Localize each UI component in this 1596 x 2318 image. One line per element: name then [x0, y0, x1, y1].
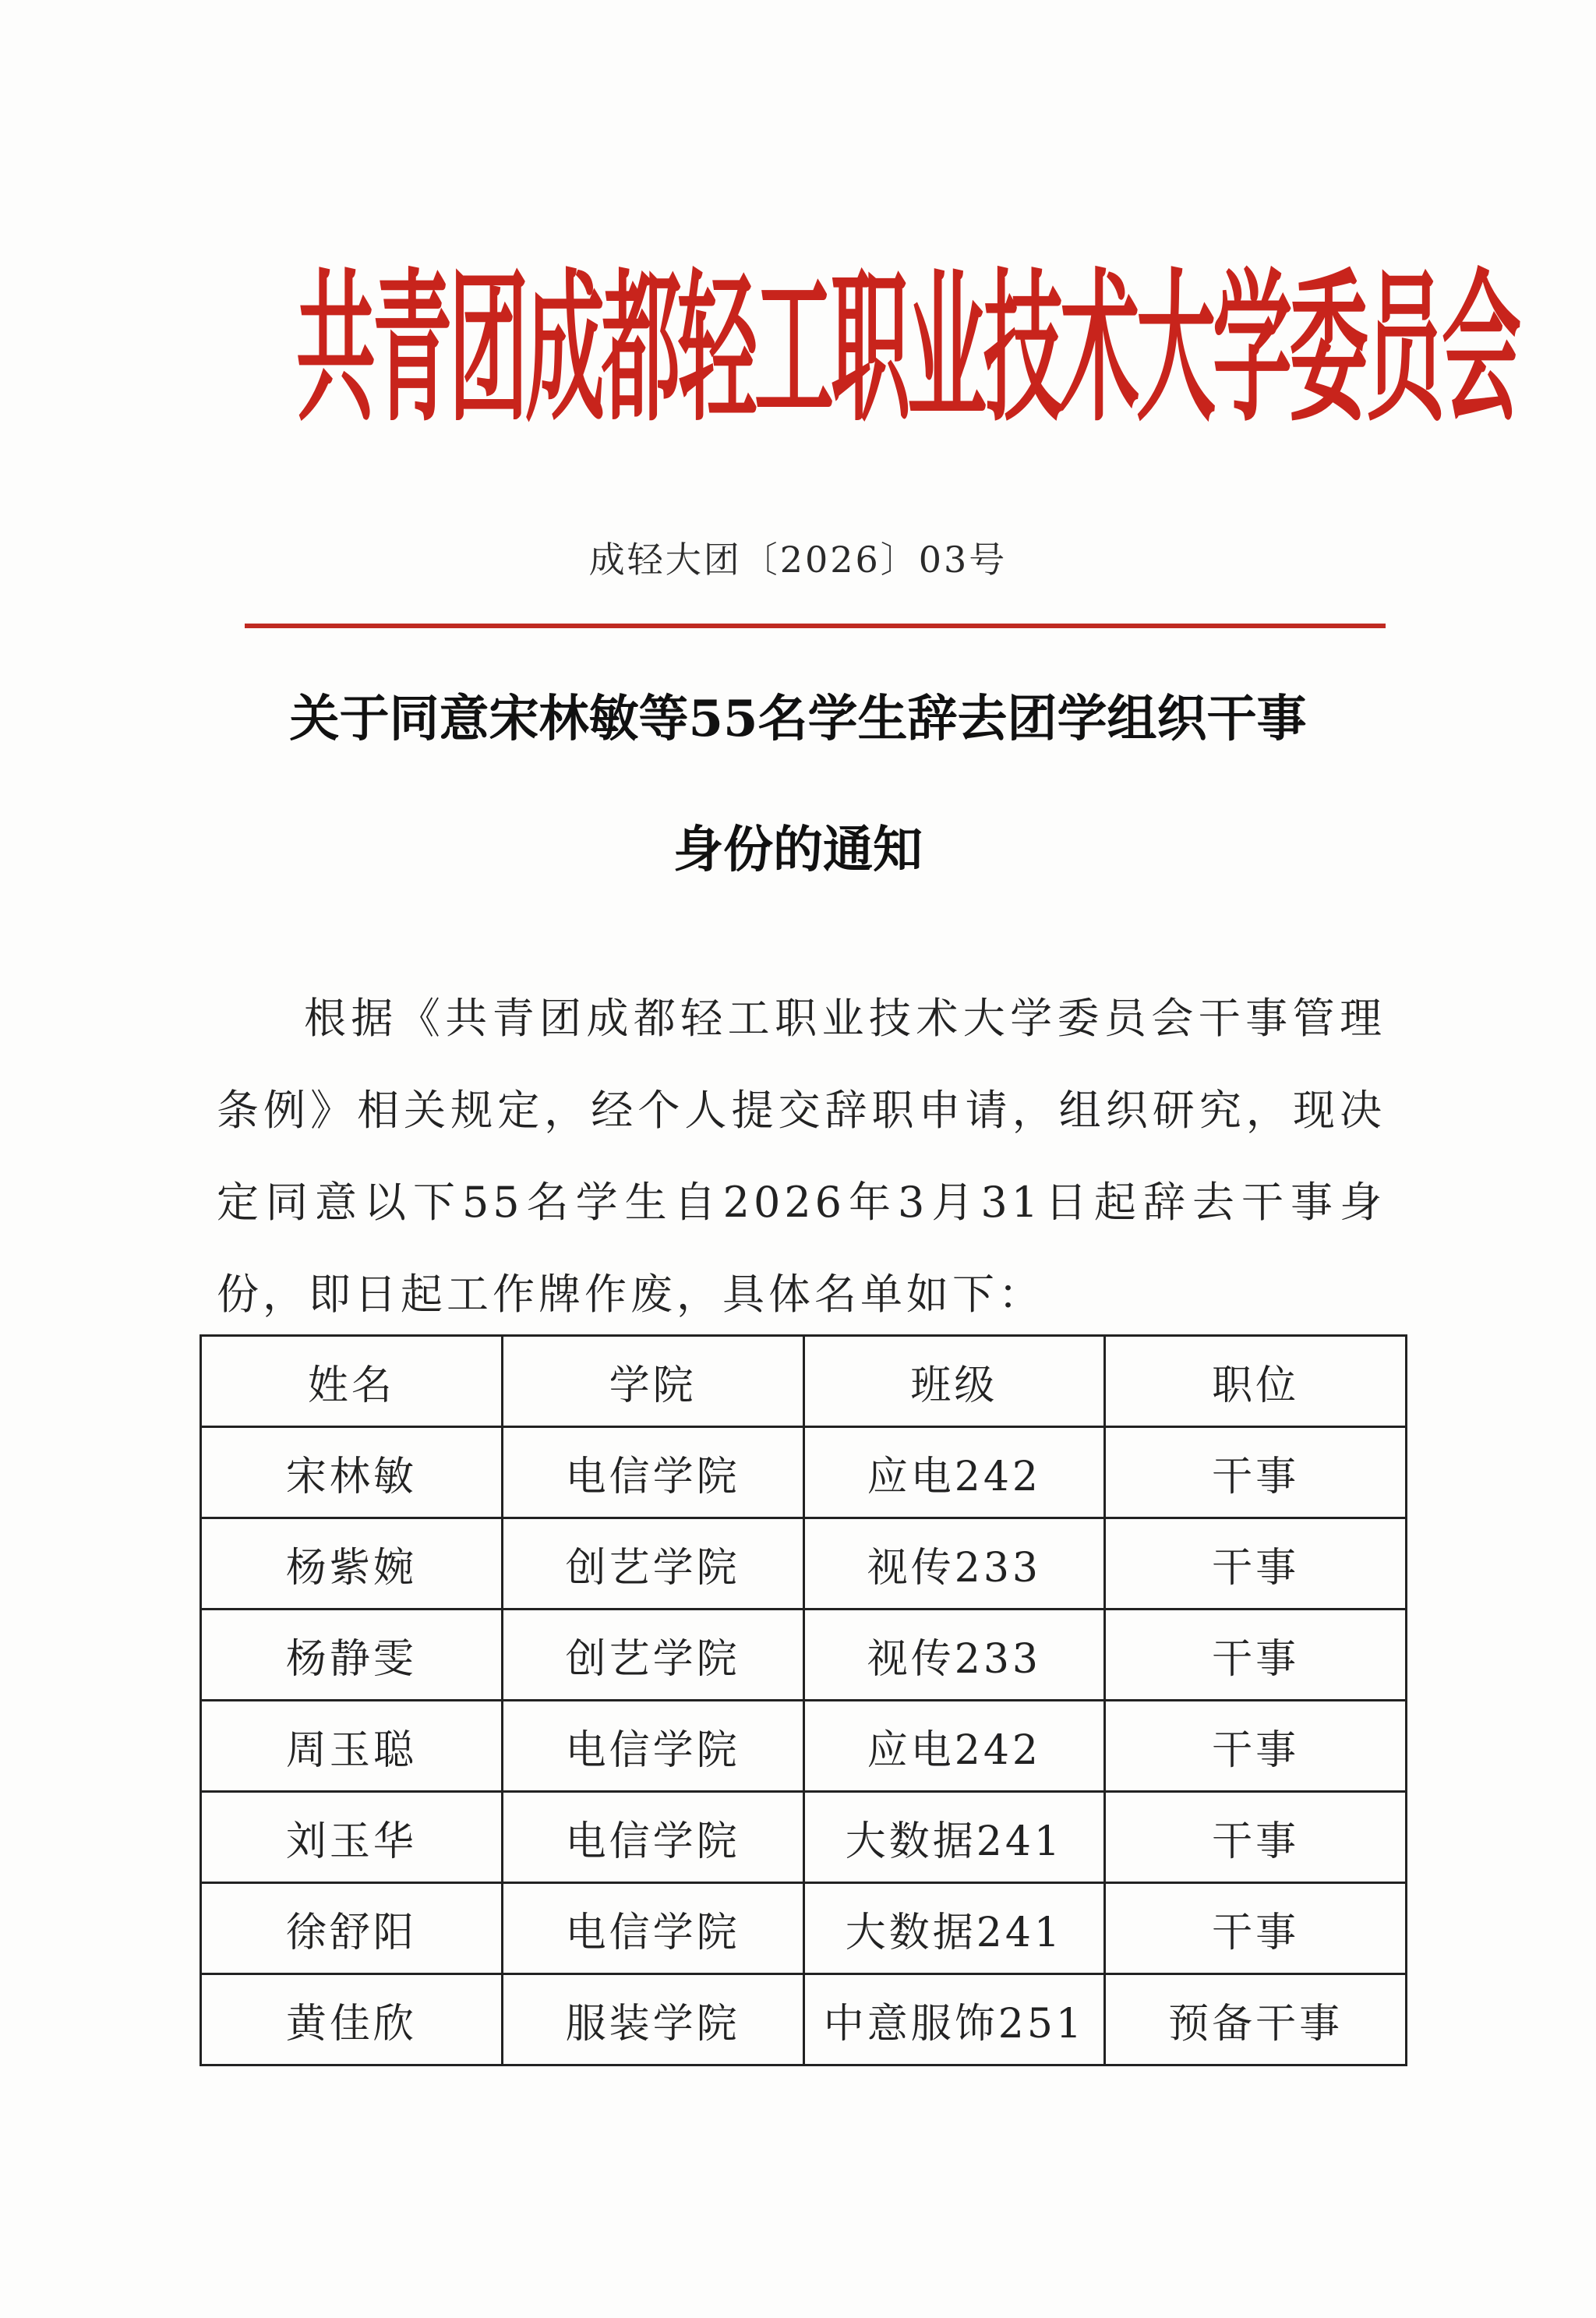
cell-class: 大数据241 [803, 1883, 1105, 1974]
table-row [201, 1883, 1407, 1974]
cell-college: 电信学院 [502, 1792, 803, 1883]
header-class: 班级 [803, 1336, 1105, 1427]
cell-position: 预备干事 [1105, 1974, 1407, 2065]
cell-class: 应电242 [803, 1427, 1105, 1518]
document-number: 成轻大团〔2026〕03号 [588, 539, 1008, 581]
cell-college: 创艺学院 [502, 1610, 803, 1701]
cell-name: 周玉聪 [201, 1701, 503, 1792]
cell-name: 杨静雯 [201, 1610, 503, 1701]
notice-title-line-2: 身份的通知 [673, 821, 923, 879]
header-college: 学院 [502, 1336, 803, 1427]
cell-name: 刘玉华 [201, 1792, 503, 1883]
masthead-title: 共青团成都轻工职业技术大学委员会 [296, 255, 1518, 445]
table-row [201, 1974, 1407, 2065]
table-row [201, 1792, 1407, 1883]
cell-name: 徐舒阳 [201, 1883, 503, 1974]
table-row [201, 1701, 1407, 1792]
header-position: 职位 [1105, 1336, 1407, 1427]
cell-college: 创艺学院 [502, 1518, 803, 1610]
table-header-row [201, 1336, 1407, 1427]
table-row [201, 1518, 1407, 1610]
cell-college: 电信学院 [502, 1883, 803, 1974]
cell-position: 干事 [1105, 1518, 1407, 1610]
red-divider-line [245, 624, 1386, 628]
cell-name: 杨紫婉 [201, 1518, 503, 1610]
cell-name: 宋林敏 [201, 1427, 503, 1518]
cell-college: 服装学院 [502, 1974, 803, 2065]
notice-title-line-1: 关于同意宋林敏等55名学生辞去团学组织干事 [289, 690, 1307, 748]
cell-position: 干事 [1105, 1701, 1407, 1792]
notice-body-paragraph: 根据《共青团成都轻工职业技术大学委员会干事管理条例》相关规定，经个人提交辞职申请，组织研究，现决定同意以下55名学生自2026年3月31日起辞去干事身份，即日起工作牌作废，具体名单如下： [217, 994, 1386, 1319]
cell-class: 大数据241 [803, 1792, 1105, 1883]
cell-position: 干事 [1105, 1792, 1407, 1883]
cell-name: 黄佳欣 [201, 1974, 503, 2065]
cell-college: 电信学院 [502, 1701, 803, 1792]
cell-position: 干事 [1105, 1427, 1407, 1518]
table-row [201, 1427, 1407, 1518]
header-name: 姓名 [201, 1336, 503, 1427]
cell-college: 电信学院 [502, 1427, 803, 1518]
student-roster-table [200, 1334, 1407, 2066]
cell-class: 应电242 [803, 1701, 1105, 1792]
cell-class: 视传233 [803, 1610, 1105, 1701]
cell-position: 干事 [1105, 1883, 1407, 1974]
table-row [201, 1610, 1407, 1701]
cell-position: 干事 [1105, 1610, 1407, 1701]
cell-class: 视传233 [803, 1518, 1105, 1610]
cell-class: 中意服饰251 [803, 1974, 1105, 2065]
